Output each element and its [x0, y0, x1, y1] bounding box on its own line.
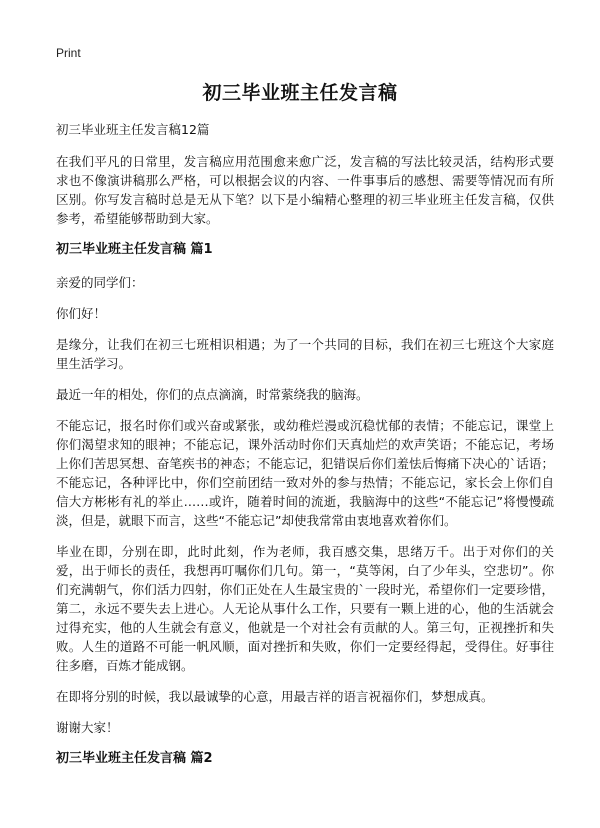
page-title: 初三毕业班主任发言稿 — [202, 82, 398, 104]
body-paragraph: 最近一年的相处，你们的点点滴滴，时常萦绕我的脑海。 — [56, 387, 369, 402]
body-paragraph: 是缘分，让我们在初三七班相识相遇；为了一个共同的目标，我们在初三七班这个大家庭里生活学习。 — [56, 337, 554, 371]
section-heading-2: 初三毕业班主任发言稿 篇2 — [56, 751, 213, 766]
section-heading-1: 初三毕业班主任发言稿 篇1 — [56, 242, 213, 257]
body-paragraph: 毕业在即，分别在即，此时此刻，作为老师，我百感交集，思绪万千。出于对你们的关爱，出于师长的责任，我想再叮嘱你们几句。第一，“莫等闲，白了少年头，空悲切”。你们充满朝气，你们活力四射，你们正处在人生最宝贵的`一段时光，希望你们一定要珍惜，第二，永远不要失去上进心。人无论从事什么工作，只要有一颗上进的心，他的生活就会过得充实，他的人生就会有意义，他就是一个对社会有贡献的人。第三句，正视挫折和失败。人生的道路不可能一帆风顺，面对挫折和失败，你们一定要经得起，受得住。好事往往多磨，百炼才能成钢。 — [56, 544, 554, 673]
greeting-paragraph: 亲爱的同学们： — [56, 275, 144, 290]
print-link[interactable]: Print — [56, 46, 81, 60]
hello-paragraph: 你们好！ — [56, 306, 107, 321]
intro-paragraph: 在我们平凡的日常里，发言稿应用范围愈来愈广泛，发言稿的写法比较灵活，结构形式要求也不像演讲稿那么严格，可以根据会议的内容、一件事事后的感想、需要等情况而有所区别。你写发言稿时总是无从下笔？以下是小编精心整理的初三毕业班主任发言稿，仅供参考，希望能够帮助到大家。 — [56, 154, 554, 226]
body-paragraph: 不能忘记，报名时你们或兴奋或紧张，或幼稚烂漫或沉稳忧郁的表情；不能忘记，课堂上你们渴望求知的眼神；不能忘记，课外活动时你们天真灿烂的欢声笑语；不能忘记，考场上你们苦思冥想、奋笔疾书的神态；不能忘记，犯错误后你们羞怯后悔痛下决心的`话语；不能忘记，各种评比中，你们空前团结一致对外的参与热情；不能忘记，家长会上你们自信大方彬彬有礼的举止……或许，随着时间的流逝，我脑海中的这些“不能忘记”将慢慢疏淡，但是，就眼下而言，这些“不能忘记”却使我常常由衷地喜欢着你们。 — [56, 418, 554, 528]
document-body — [56, 120, 554, 782]
thanks-paragraph: 谢谢大家！ — [56, 720, 119, 735]
document-subtitle: 初三毕业班主任发言稿12篇 — [56, 122, 210, 137]
blessing-paragraph: 在即将分别的时候，我以最诚挚的心意，用最吉祥的语言祝福你们，梦想成真。 — [56, 689, 494, 704]
